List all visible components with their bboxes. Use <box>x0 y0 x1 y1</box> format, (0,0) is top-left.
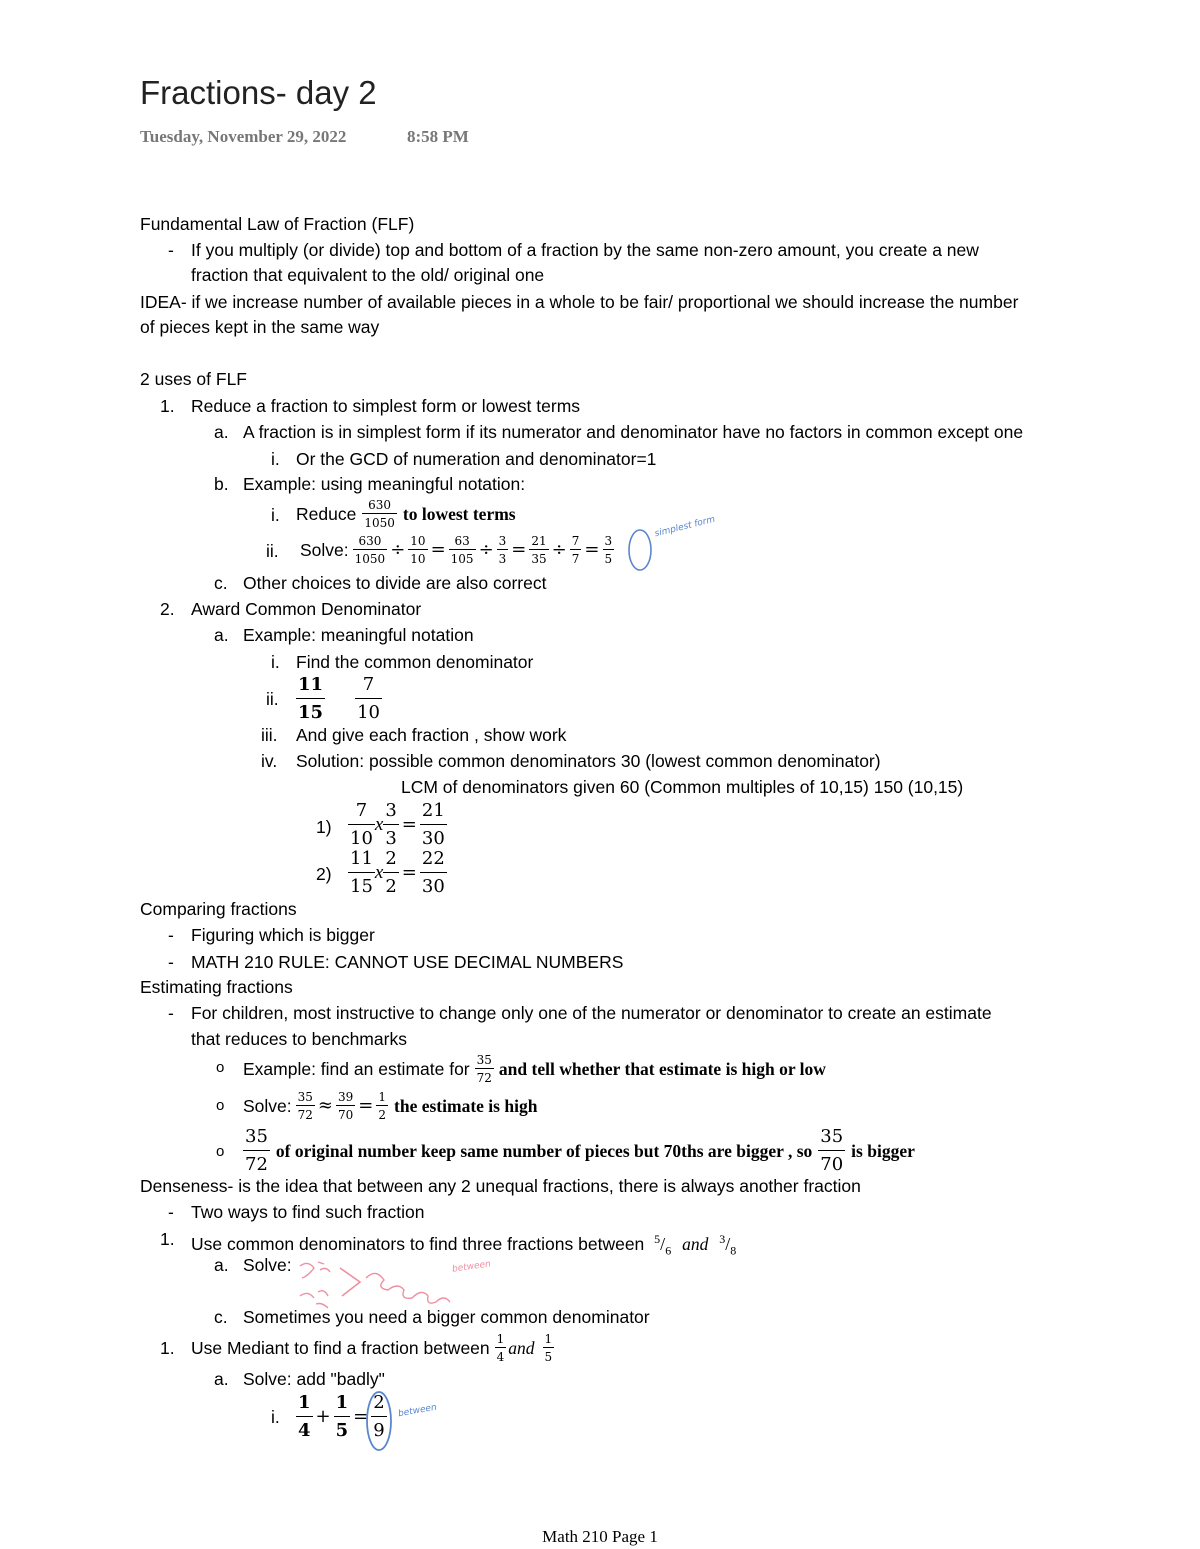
list-marker: i. <box>271 652 280 672</box>
dash-marker: - <box>168 952 174 972</box>
estimate-solve <box>243 1086 537 1126</box>
fraction: $\frac{11}{15}$ <box>350 848 373 897</box>
fraction: $\frac{35}{70}$ <box>820 1126 844 1175</box>
comparing-heading: Comparing fractions <box>140 899 297 919</box>
list-item-simplest-form: A fraction is in simplest form if its numerator and denominator have no factors in common except one <box>243 422 1024 442</box>
fraction: $\frac{3}{3}$ <box>498 534 507 566</box>
fraction: $\frac{35}{72}$ <box>476 1053 492 1085</box>
list-item-find-cd: Find the common denominator <box>296 652 534 672</box>
fraction: $\frac{1}{4}$ <box>496 1332 505 1364</box>
work-line-2 <box>348 848 447 898</box>
fraction: $\frac{21}{30}$ <box>421 800 445 849</box>
dash-marker: - <box>168 240 174 260</box>
list-item-two-ways: Two ways to find such fraction <box>191 1202 425 1222</box>
list-marker: a. <box>214 1255 229 1275</box>
denseness-line: Denseness- is the idea that between any 2 unequal fractions, there is always another fraction <box>140 1176 861 1196</box>
ink-note-between: between <box>451 1259 492 1275</box>
fraction: $\frac{630}{1050}$ <box>354 534 386 566</box>
page-footer: Math 210 Page 1 <box>542 1527 658 1546</box>
list-marker: c. <box>214 573 228 593</box>
note-date: Tuesday, November 29, 2022 <box>140 127 347 146</box>
list-marker: 2) <box>316 864 332 884</box>
list-marker: 1. <box>160 396 175 416</box>
fraction: $\frac{21}{35}$ <box>531 534 547 566</box>
list-marker: ii. <box>266 541 279 561</box>
ink-circle <box>360 1388 400 1454</box>
list-item-give-each: And give each fraction , show work <box>296 725 567 745</box>
fraction: $\frac{1}{2}$ <box>378 1090 387 1122</box>
fraction: $\frac{1}{4}$ <box>298 1392 311 1441</box>
list-marker: i. <box>271 505 280 525</box>
list-item-solution: Solution: possible common denominators 30 (lowest common denominator) <box>296 751 881 771</box>
uses-heading: 2 uses of FLF <box>140 369 247 389</box>
list-marker: iv. <box>261 751 278 771</box>
bullet-marker: o <box>216 1059 225 1076</box>
fraction: $\frac{7}{10}$ <box>357 674 380 723</box>
ink-circle <box>620 526 660 574</box>
fraction: $\frac{2}{2}$ <box>385 848 397 897</box>
approx-sign: ≈ <box>317 1095 334 1116</box>
list-marker: i. <box>271 1407 280 1427</box>
fraction: $\frac{1}{5}$ <box>544 1332 553 1364</box>
reduce-line <box>296 494 516 534</box>
estimate-solve-label: Solve: <box>243 1096 292 1116</box>
equals-sign: = <box>584 539 600 560</box>
fraction: $\frac{630}{1050}$ <box>364 498 395 530</box>
estimate-example-suffix: and tell whether that estimate is high or low <box>498 1059 826 1079</box>
dash-marker: - <box>168 1003 174 1023</box>
list-item-other-choices: Other choices to divide are also correct <box>243 573 547 593</box>
equals-sign: = <box>401 814 417 835</box>
fraction: $\frac{3}{5}$ <box>604 534 613 566</box>
fraction: $\frac{39}{70}$ <box>338 1090 354 1122</box>
fraction: $\frac{7}{7}$ <box>571 534 580 566</box>
fraction: $\frac{35}{72}$ <box>297 1090 313 1122</box>
list-marker: i. <box>271 449 280 469</box>
list-marker: ii. <box>266 689 279 709</box>
list-item-add-badly: Solve: add "badly" <box>243 1369 385 1389</box>
slash-fraction: $^5/_6$ <box>654 1232 672 1258</box>
fraction: $\frac{35}{72}$ <box>245 1126 268 1175</box>
list-item-gcd: Or the GCD of numeration and denominator=1 <box>296 449 657 469</box>
list-marker: 1. <box>160 1338 175 1358</box>
reduce-label: Reduce <box>296 504 357 524</box>
ink-note-simplest: simplest form <box>653 514 717 540</box>
equals-sign: = <box>511 539 527 560</box>
solve-label: Solve: <box>300 540 349 560</box>
estimate-explanation <box>243 1126 915 1176</box>
page-title: Fractions- day 2 <box>140 74 377 111</box>
flf-definition-line-2: fraction that equivalent to the old/ original one <box>191 265 545 285</box>
fraction: $\frac{11}{15}$ <box>298 674 324 723</box>
and-word: and <box>508 1338 535 1358</box>
estimate-explanation-suffix: is bigger <box>851 1141 915 1161</box>
estimating-heading: Estimating fractions <box>140 977 293 997</box>
list-item-mediant <box>191 1328 554 1368</box>
estimate-example-label: Example: find an estimate for <box>243 1059 470 1079</box>
list-item-sometimes: Sometimes you need a bigger common denominator <box>243 1307 650 1327</box>
reduce-suffix: to lowest terms <box>402 504 516 524</box>
use-common-label: Use common denominators to find three fractions between <box>191 1234 645 1254</box>
fraction: $\frac{10}{10}$ <box>410 534 426 566</box>
flf-heading: Fundamental Law of Fraction (FLF) <box>140 214 415 234</box>
list-item-children-2: that reduces to benchmarks <box>191 1029 407 1049</box>
divide-sign: ÷ <box>390 539 406 560</box>
plus-sign: + <box>315 1406 331 1427</box>
dash-marker: - <box>168 925 174 945</box>
mediant-label: Use Mediant to find a fraction between <box>191 1338 490 1358</box>
work-line-1 <box>348 800 447 850</box>
list-item-children-1: For children, most instructive to change only one of the numerator or denominator to create an estimate <box>191 1003 992 1023</box>
list-marker: b. <box>214 474 229 494</box>
flf-definition-line-1: If you multiply (or divide) top and bottom of a fraction by the same non-zero amount, you create a new <box>191 240 979 260</box>
list-marker: iii. <box>261 725 278 745</box>
list-marker: 2. <box>160 599 175 619</box>
equals-sign: = <box>401 862 417 883</box>
dash-marker: - <box>168 1202 174 1222</box>
note-time: 8:58 PM <box>407 127 469 146</box>
lcm-line: LCM of denominators given 60 (Common multiples of 10,15) 150 (10,15) <box>401 777 964 797</box>
fraction: $\frac{3}{3}$ <box>385 800 397 849</box>
fraction: $\frac{7}{10}$ <box>350 800 373 849</box>
cd-fractions <box>296 674 382 724</box>
slash-fraction: $^3/_8$ <box>719 1232 737 1258</box>
divide-sign: ÷ <box>551 539 567 560</box>
equals-sign: = <box>358 1095 374 1116</box>
fraction: $\frac{1}{5}$ <box>335 1392 349 1441</box>
and-word: and <box>682 1234 709 1254</box>
idea-line-2: of pieces kept in the same way <box>140 317 380 337</box>
times-x: x <box>374 814 384 835</box>
solve-chain <box>300 530 614 570</box>
list-item-award: Award Common Denominator <box>191 599 422 619</box>
divide-sign: ÷ <box>478 539 494 560</box>
estimate-explanation-text: of original number keep same number of pieces but 70ths are bigger , so <box>275 1141 813 1161</box>
bullet-marker: o <box>216 1143 225 1160</box>
fraction: $\frac{63}{105}$ <box>450 534 474 566</box>
fraction: $\frac{2}{9}$ <box>373 1392 385 1441</box>
list-item-reduce: Reduce a fraction to simplest form or lowest terms <box>191 396 581 416</box>
bullet-marker: o <box>216 1097 225 1114</box>
estimate-solve-suffix: the estimate is high <box>394 1096 538 1116</box>
list-marker: a. <box>214 625 229 645</box>
list-marker: a. <box>214 1369 229 1389</box>
list-marker: c. <box>214 1307 228 1327</box>
estimate-example <box>243 1049 826 1089</box>
ink-note-between: between <box>397 1402 438 1420</box>
list-item-rule: MATH 210 RULE: CANNOT USE DECIMAL NUMBERS <box>191 952 624 972</box>
equals-sign: = <box>430 539 446 560</box>
times-x: x <box>374 862 384 883</box>
list-marker: 1) <box>316 817 332 837</box>
list-item-solve: Solve: <box>243 1255 292 1275</box>
list-item-example-notation: Example: meaningful notation <box>243 625 474 645</box>
equals-sign: = <box>353 1406 369 1427</box>
idea-line-1: IDEA- if we increase number of available pieces in a whole to be fair/ proportional we should increase the number <box>140 292 1019 312</box>
list-item-example: Example: using meaningful notation: <box>243 474 526 494</box>
list-marker: a. <box>214 422 229 442</box>
list-item-figuring: Figuring which is bigger <box>191 925 375 945</box>
fraction: $\frac{22}{30}$ <box>421 848 445 897</box>
list-marker: 1. <box>160 1229 175 1249</box>
